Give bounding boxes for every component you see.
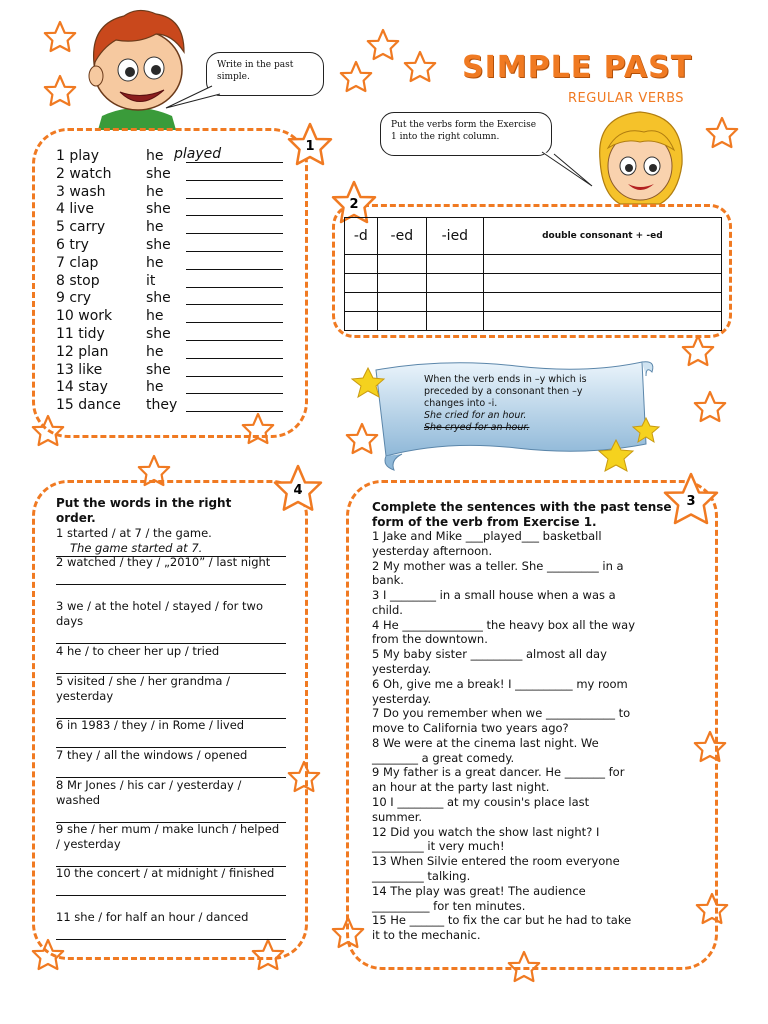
table-cell[interactable] <box>345 312 378 331</box>
sentence-line: 5 My baby sister _________ almost all day <box>372 647 607 662</box>
list-item <box>56 718 286 748</box>
sentence-line: it to the mechanic. <box>372 928 481 943</box>
pronoun-label: he <box>146 183 164 200</box>
table-cell[interactable] <box>426 255 483 274</box>
word-prompt: 8 Mr Jones / his car / yesterday / washed <box>56 778 242 807</box>
verb-label: 3 wash <box>56 183 106 200</box>
list-item <box>56 866 286 896</box>
answer-line[interactable] <box>56 704 286 719</box>
list-item <box>56 200 296 218</box>
pronoun-label: they <box>146 397 178 414</box>
sentence-line: yesterday afternoon. <box>372 543 493 558</box>
word-prompt: 9 she / her mum / make lunch / helped / yesterday <box>56 822 280 851</box>
sentence-line: _________ it very much! <box>372 839 505 854</box>
rule-correct-example: She cried for an hour. <box>424 410 527 421</box>
verb-label: 4 live <box>56 201 95 218</box>
pronoun-label: she <box>146 290 171 307</box>
page-subtitle: REGULAR VERBS <box>568 91 685 106</box>
table-cell[interactable] <box>483 274 721 293</box>
word-prompt: 1 started / at 7 / the game. <box>56 526 212 540</box>
table-cell[interactable] <box>483 312 721 331</box>
column-ied: -ied <box>426 218 483 255</box>
pronoun-label: he <box>146 254 164 271</box>
verb-label: 12 plan <box>56 343 109 360</box>
page-title: SIMPLE PAST <box>462 50 693 85</box>
list-item <box>56 555 286 585</box>
word-prompt: 10 the concert / at midnight / finished <box>56 866 275 880</box>
verb-label: 6 try <box>56 237 89 253</box>
word-prompt: 4 he / to cheer her up / tried <box>56 644 220 658</box>
column-ed: -ed <box>377 218 426 255</box>
pronoun-label: he <box>146 148 164 164</box>
word-prompt: 11 she / for half an hour / danced <box>56 910 249 924</box>
list-item <box>56 272 296 290</box>
answer-blank[interactable] <box>186 215 283 216</box>
column-d: -d <box>345 218 378 255</box>
answer-blank[interactable] <box>186 198 283 199</box>
answer-line[interactable] <box>56 659 286 674</box>
exercise3-heading: Complete the sentences with the past tense form of the verb from Exercise 1. <box>372 500 672 529</box>
sentence-line: 10 I ________ at my cousin's place last <box>372 795 590 810</box>
answer-blank[interactable] <box>186 180 283 181</box>
ending-table <box>344 217 722 331</box>
sentence-line: 6 Oh, give me a break! I __________ my room <box>372 676 628 691</box>
verb-label: 14 stay <box>56 379 108 396</box>
sentence-line: an hour at the party last night. <box>372 780 550 795</box>
answer-blank[interactable] <box>186 287 283 288</box>
verb-label: 8 stop <box>56 272 100 289</box>
pronoun-label: he <box>146 219 164 236</box>
girl-bubble-tail <box>540 150 596 190</box>
answer-line[interactable] <box>56 570 286 585</box>
answer-blank[interactable] <box>186 233 283 234</box>
word-prompt: 3 we / at the hotel / stayed / for two days <box>56 599 263 628</box>
pronoun-label: he <box>146 379 164 396</box>
pronoun-label: she <box>146 237 171 253</box>
sentence-line: child. <box>372 602 403 617</box>
list-item <box>56 165 296 183</box>
list-item <box>56 236 296 254</box>
answer-line[interactable] <box>56 925 286 940</box>
exercise4-heading: Put the words in the right order. <box>56 496 232 525</box>
list-item <box>56 343 296 361</box>
word-prompt: 2 watched / they / „2010” / last night <box>56 555 271 569</box>
list-item <box>56 325 296 343</box>
exercise4-number-star <box>270 462 326 518</box>
answer-line[interactable] <box>56 733 286 748</box>
sentence-line: yesterday. <box>372 691 432 706</box>
answer-blank[interactable] <box>186 340 283 341</box>
sentence-line: yesterday. <box>372 662 432 677</box>
list-item <box>56 218 296 236</box>
rule-text: When the verb ends in –y which is preceded by a consonant then –y changes into -i. <box>424 374 587 409</box>
verb-label: 9 cry <box>56 290 92 307</box>
table-cell[interactable] <box>426 293 483 312</box>
sentence-line: 9 My father is a great dancer. He _______ for <box>372 765 625 780</box>
pronoun-label: she <box>146 326 171 342</box>
pronoun-label: he <box>146 343 164 360</box>
verb-label: 7 clap <box>56 254 99 271</box>
sentence-line: move to California two years ago? <box>372 721 569 736</box>
answer-blank[interactable] <box>186 411 283 412</box>
answer-blank[interactable] <box>186 269 283 270</box>
girl-bubble-text: Put the verbs form the Exercise 1 into the right column. <box>391 120 537 142</box>
list-item <box>56 378 296 396</box>
verb-label: 10 work <box>56 308 113 325</box>
table-row <box>345 255 722 274</box>
answer-line[interactable] <box>56 808 286 823</box>
verb-label: 5 carry <box>56 219 106 236</box>
sentence-line: ________ a great comedy. <box>372 750 515 765</box>
verb-label: 15 dance <box>56 397 121 414</box>
list-item <box>56 748 286 778</box>
exercise3-number: 3 <box>686 494 696 509</box>
answer-text: played <box>174 146 222 162</box>
table-cell[interactable] <box>426 312 483 331</box>
sentence-line: summer. <box>372 809 423 824</box>
answer-line[interactable] <box>56 763 286 778</box>
list-item <box>56 396 296 414</box>
answer-line[interactable]: The game started at 7. <box>56 541 286 557</box>
table-cell[interactable] <box>377 274 426 293</box>
sentence-line: 13 When Silvie entered the room everyone <box>372 854 620 869</box>
table-cell[interactable] <box>377 255 426 274</box>
list-item <box>56 183 296 201</box>
list-item <box>56 307 296 325</box>
list-item <box>56 526 286 557</box>
table-cell[interactable] <box>483 293 721 312</box>
answer-blank[interactable] <box>186 376 283 377</box>
answer-blank[interactable] <box>186 358 283 359</box>
table-cell[interactable] <box>345 274 378 293</box>
table-cell[interactable] <box>426 274 483 293</box>
list-item <box>56 599 286 644</box>
sentence-line: 12 Did you watch the show last night? I <box>372 824 600 839</box>
table-cell[interactable] <box>345 255 378 274</box>
word-prompt: 7 they / all the windows / opened <box>56 748 248 762</box>
verb-label: 1 play <box>56 148 99 164</box>
sentence-line: 8 We were at the cinema last night. We <box>372 735 599 750</box>
verb-label: 11 tidy <box>56 326 105 342</box>
verb-label: 13 like <box>56 361 103 378</box>
list-item <box>56 254 296 272</box>
table-cell[interactable] <box>345 293 378 312</box>
table-cell[interactable] <box>483 255 721 274</box>
pronoun-label: it <box>146 272 156 289</box>
table-cell[interactable] <box>377 293 426 312</box>
sentence-line: from the downtown. <box>372 632 488 647</box>
word-prompt: 5 visited / she / her grandma / yesterday <box>56 674 230 703</box>
word-prompt: 6 in 1983 / they / in Rome / lived <box>56 718 245 732</box>
sentence-line: __________ for ten minutes. <box>372 898 526 913</box>
exercise4-number: 4 <box>293 483 303 498</box>
answer-blank[interactable] <box>186 393 283 394</box>
boy-bubble-text: Write in the past simple. <box>217 60 294 82</box>
boy-illustration <box>72 4 200 130</box>
answer-line[interactable] <box>56 852 286 867</box>
sentence-line: 3 I ________ in a small house when a was a <box>372 588 616 603</box>
sentence-line: 2 My mother was a teller. She _________ in a <box>372 558 624 573</box>
list-item <box>56 778 286 823</box>
list-item <box>56 674 286 719</box>
rule-wrong-example: She cryed for an hour. <box>424 422 530 433</box>
boy-bubble-tail <box>164 84 224 110</box>
rule-note <box>424 374 620 434</box>
girl-illustration <box>590 108 690 208</box>
answer-blank[interactable] <box>186 304 283 305</box>
ending-table-header <box>345 218 722 255</box>
sentence-line: _________ talking. <box>372 868 471 883</box>
list-item <box>56 644 286 674</box>
table-row <box>345 293 722 312</box>
sentence-line: 1 Jake and Mike ___played___ basketball <box>372 529 602 543</box>
table-row <box>345 312 722 331</box>
sentence-line: bank. <box>372 573 404 588</box>
column-double-consonant: double consonant + -ed <box>483 218 721 255</box>
answer-line[interactable] <box>56 881 286 896</box>
pronoun-label: he <box>146 308 164 325</box>
answer-blank[interactable] <box>186 251 283 252</box>
girl-speech-bubble <box>380 112 552 156</box>
list-item <box>56 822 286 867</box>
sentence-line: 4 He ______________ the heavy box all the way <box>372 617 636 632</box>
answer-blank[interactable] <box>186 322 283 323</box>
list-item <box>56 289 296 307</box>
verb-label: 2 watch <box>56 165 112 182</box>
exercise1-number: 1 <box>305 139 315 154</box>
sentence-line: 14 The play was great! The audience <box>372 883 586 898</box>
pronoun-label: she <box>146 201 171 218</box>
list-item <box>56 910 286 940</box>
table-cell[interactable] <box>377 312 426 331</box>
sentence-line: 7 Do you remember when we ____________ to <box>372 706 631 721</box>
pronoun-label: she <box>146 165 171 182</box>
pronoun-label: she <box>146 361 171 378</box>
list-item <box>56 147 296 165</box>
sentence-line: 15 He ______ to fix the car but he had to take <box>372 913 632 928</box>
answer-line[interactable] <box>56 629 286 644</box>
table-row <box>345 274 722 293</box>
list-item <box>56 361 296 379</box>
exercise2-number: 2 <box>349 197 359 212</box>
